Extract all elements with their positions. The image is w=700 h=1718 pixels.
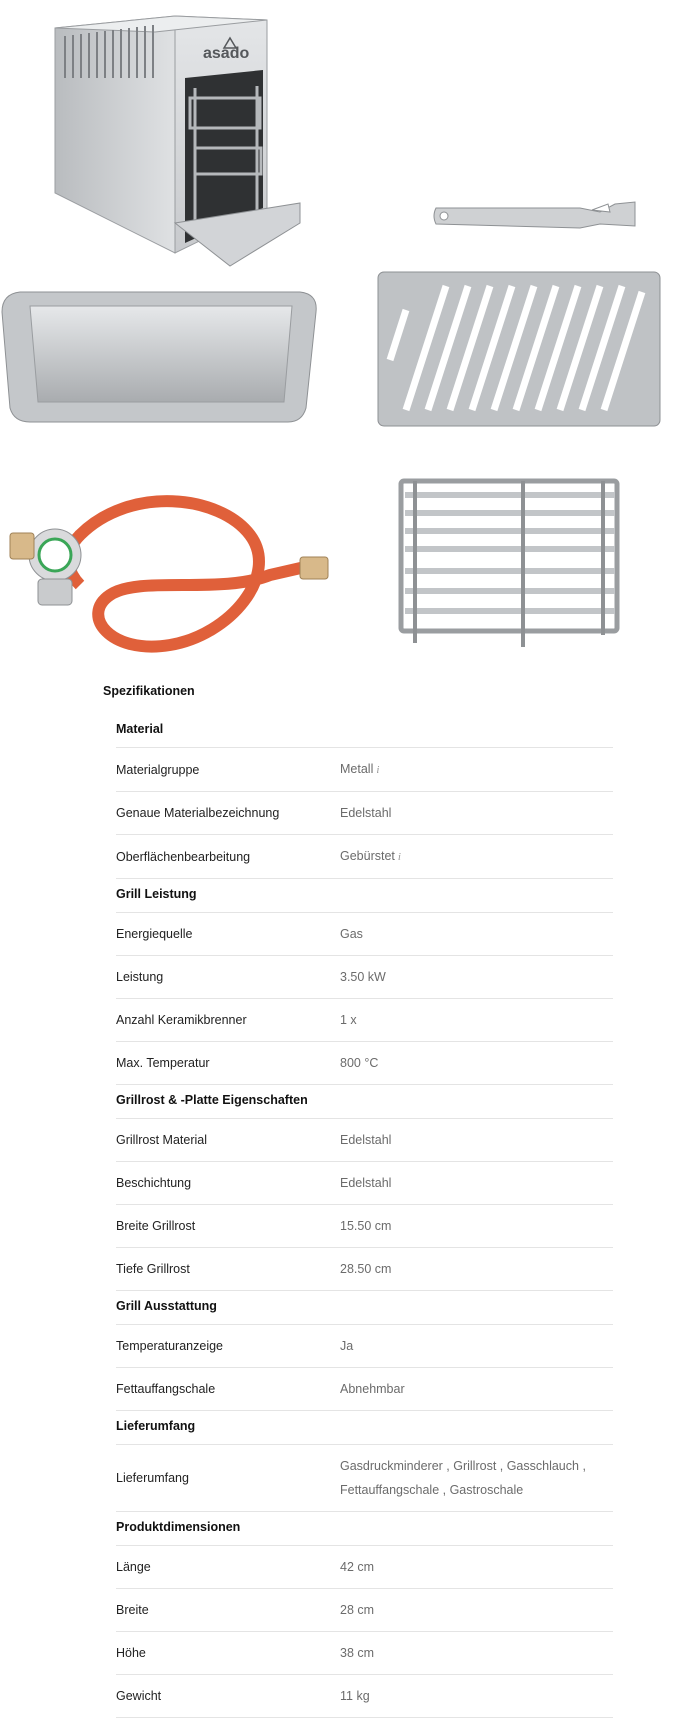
spec-label: Materialgruppe <box>116 762 200 777</box>
spec-label: Temperaturanzeige <box>116 1339 224 1353</box>
spec-label: Grillrost Material <box>116 1133 207 1147</box>
grill-image[interactable] <box>45 8 315 280</box>
spec-value-text: Gebürstet <box>340 849 395 863</box>
spec-value-text: Edelstahl <box>340 806 392 820</box>
spec-value <box>340 999 613 1041</box>
spec-row <box>116 913 613 956</box>
spec-label: Höhe <box>116 1646 146 1660</box>
spec-row <box>116 1248 613 1291</box>
spec-value <box>340 1325 613 1367</box>
spec-group-title: Grill Leistung <box>116 879 613 913</box>
spec-value-text: 28.50 cm <box>340 1262 392 1276</box>
spec-value-text: 15.50 cm <box>340 1219 392 1233</box>
spec-value-text: Edelstahl <box>340 1176 392 1190</box>
spec-group <box>116 1411 613 1512</box>
grill-grate-image[interactable] <box>376 270 662 428</box>
spec-label: Oberflächenbearbeitung <box>116 849 251 864</box>
specifications-title: Spezifikationen <box>103 684 195 698</box>
spec-value-text: 42 cm <box>340 1560 375 1574</box>
spec-label: Fettauffangschale <box>116 1382 216 1396</box>
spec-row <box>116 1675 613 1718</box>
spec-row <box>116 999 613 1042</box>
spec-row <box>116 792 613 835</box>
spec-value-text: 1 x <box>340 1013 357 1027</box>
spec-row <box>116 1205 613 1248</box>
spec-label: Tiefe Grillrost <box>116 1262 190 1276</box>
spec-value <box>340 1675 613 1717</box>
spec-row <box>116 1589 613 1632</box>
spec-value-text: Abnehmbar <box>340 1382 405 1396</box>
spec-group-title: Produktdimensionen <box>116 1512 613 1546</box>
specifications-section <box>103 684 613 1718</box>
spec-value <box>340 835 613 878</box>
spec-row <box>116 1546 613 1589</box>
spec-value-text: 28 cm <box>340 1603 375 1617</box>
spec-group <box>116 1512 613 1718</box>
spec-value <box>340 1632 613 1674</box>
spec-value <box>340 1205 613 1247</box>
spec-row <box>116 1325 613 1368</box>
info-icon[interactable]: i <box>397 851 401 863</box>
spec-group <box>116 879 613 1085</box>
spec-group-title: Lieferumfang <box>116 1411 613 1445</box>
spec-label: Energiequelle <box>116 927 193 941</box>
spec-group-title: Grillrost & -Platte Eigenschaften <box>116 1085 613 1119</box>
spec-label: Leistung <box>116 970 164 984</box>
spec-group-title: Material <box>116 714 613 748</box>
spec-row <box>116 1042 613 1085</box>
spec-label: Gewicht <box>116 1689 162 1703</box>
spec-row <box>116 748 613 792</box>
spec-group <box>116 1291 613 1411</box>
spec-label: Max. Temperatur <box>116 1056 210 1070</box>
spec-value <box>340 1368 613 1410</box>
spec-value <box>340 1589 613 1631</box>
spec-row <box>116 956 613 999</box>
spec-row <box>116 835 613 879</box>
spec-value <box>340 1162 613 1204</box>
spec-value-text: Metall <box>340 762 374 776</box>
spec-label: Länge <box>116 1560 151 1574</box>
spec-value <box>340 913 613 955</box>
spec-value <box>340 1042 613 1084</box>
spec-group-title: Grill Ausstattung <box>116 1291 613 1325</box>
gastro-tray-image[interactable] <box>0 290 322 426</box>
spec-row <box>116 1119 613 1162</box>
spec-value-text: Ja <box>340 1339 354 1353</box>
spec-value <box>340 1445 613 1511</box>
spec-label: Breite Grillrost <box>116 1219 196 1233</box>
spec-value-text: Gas <box>340 927 363 941</box>
spec-value <box>340 956 613 998</box>
spec-label: Beschichtung <box>116 1176 192 1190</box>
spec-groups <box>103 714 613 1718</box>
spec-row <box>116 1162 613 1205</box>
spec-value <box>340 792 613 834</box>
spec-label: Lieferumfang <box>116 1471 189 1485</box>
product-gallery <box>0 0 700 700</box>
spec-value-text: 38 cm <box>340 1646 375 1660</box>
spec-value-text: 11 kg <box>340 1689 370 1703</box>
asado-logo: asado <box>203 45 250 62</box>
spec-group <box>116 714 613 879</box>
spec-value-text: 800 °C <box>340 1056 379 1070</box>
spec-row <box>116 1368 613 1411</box>
spec-value <box>340 748 613 791</box>
spec-value <box>340 1119 613 1161</box>
info-icon[interactable]: i <box>376 764 380 776</box>
spec-value-text: Gasdruckminderer , Grillrost , Gasschlauch , Fettauffangschale , Gastroschale <box>340 1459 586 1497</box>
spec-label: Breite <box>116 1603 149 1617</box>
gas-regulator-hose-image[interactable] <box>0 495 335 655</box>
spec-value-text: 3.50 kW <box>340 970 386 984</box>
spec-row <box>116 1632 613 1675</box>
handle-tool-image[interactable] <box>430 198 640 236</box>
spec-label: Genaue Materialbezeichnung <box>116 806 280 820</box>
spec-value <box>340 1248 613 1290</box>
spec-group <box>116 1085 613 1291</box>
spec-value-text: Edelstahl <box>340 1133 392 1147</box>
spec-row <box>116 1445 613 1512</box>
grill-rack-image[interactable] <box>395 475 623 655</box>
spec-value <box>340 1546 613 1588</box>
spec-label: Anzahl Keramikbrenner <box>116 1013 247 1027</box>
